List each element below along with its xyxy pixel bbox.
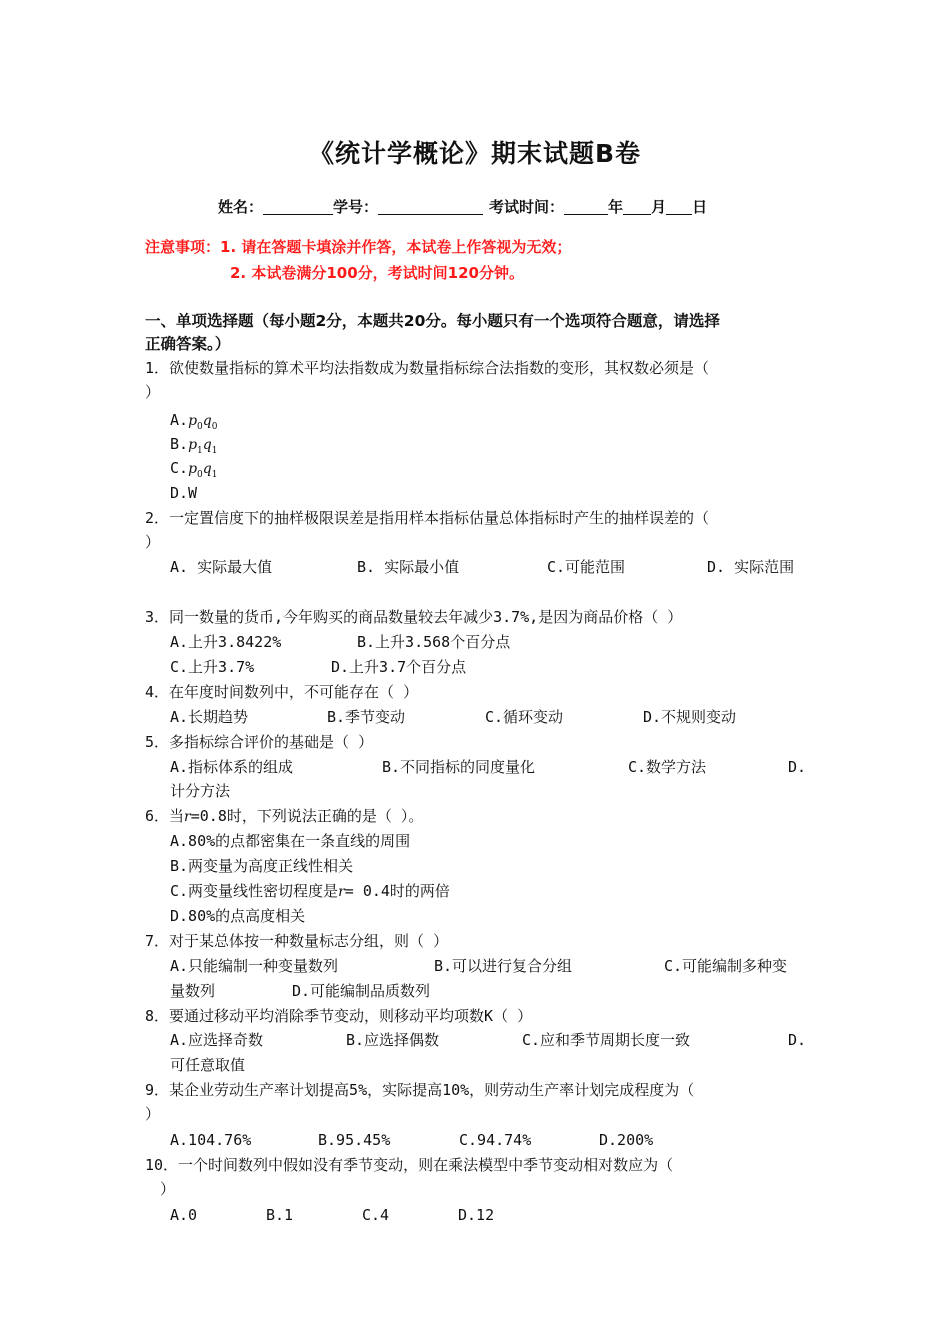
question-1-stem-cont: ） xyxy=(145,383,161,401)
month-blank xyxy=(623,198,651,215)
question-7-option-d: D.可能编制品质数列 xyxy=(292,982,431,1000)
question-8-option-d-cont: 可任意取值 xyxy=(170,1056,246,1074)
question-10-stem-cont: ） xyxy=(160,1180,176,1198)
option-b-label: B. xyxy=(170,435,189,453)
question-10-option-b: B.1 xyxy=(266,1206,294,1224)
name-label: 姓名： xyxy=(218,198,264,216)
year-label: 年 xyxy=(608,198,624,216)
exam-title: 《统计学概论》期末试题B卷 xyxy=(308,139,642,168)
q6-stem-post: =0.8时，下列说法正确的是（ ）。 xyxy=(190,807,424,825)
question-8-stem: 8．要通过移动平均消除季节变动，则移动平均项数K（ ） xyxy=(145,1007,533,1025)
question-9-option-c: C.94.74% xyxy=(459,1131,532,1149)
question-2-option-b: B. 实际最小值 xyxy=(357,558,460,576)
option-a-label: A. xyxy=(170,411,189,429)
section-heading-line-1: 一、单项选择题（每小题2分，本题共20分。每小题只有一个选项符合题意，请选择 xyxy=(145,312,720,330)
question-10-option-a: A.0 xyxy=(170,1206,198,1224)
notice-line-1: 注意事项：1. 请在答题卡填涂并作答，本试卷上作答视为无效； xyxy=(145,238,572,256)
question-1-option-a xyxy=(170,410,217,437)
question-9-option-d: D.200% xyxy=(599,1131,654,1149)
question-6-option-a: A.80%的点都密集在一条直线的周围 xyxy=(170,832,411,850)
question-5-option-b: B.不同指标的同度量化 xyxy=(382,758,536,776)
question-7-option-c-cont: 量数列 xyxy=(170,982,216,1000)
question-5-stem: 5．多指标综合评价的基础是（ ） xyxy=(145,733,374,751)
question-5-option-d: D. xyxy=(788,758,807,776)
student-info-line xyxy=(218,196,707,217)
formula-p0q1: $p_0q_1$ xyxy=(188,461,218,480)
question-9-stem: 9．某企业劳动生产率计划提高5%，实际提高10%，则劳动生产率计划完成程度为（ xyxy=(145,1081,695,1099)
question-5-option-a: A.指标体系的组成 xyxy=(170,758,294,776)
question-4-option-d: D.不规则变动 xyxy=(643,708,737,726)
variable-r: r xyxy=(338,884,345,900)
question-3-option-d: D.上升3.7个百分点 xyxy=(331,658,467,676)
exam-time-label: 考试时间： xyxy=(489,198,565,216)
question-6-stem xyxy=(145,806,423,827)
question-1-option-c xyxy=(170,458,217,485)
question-10-option-d: D.12 xyxy=(458,1206,495,1224)
question-2-stem: 2．一定置信度下的抽样极限误差是指用样本指标估量总体指标时产生的抽样误差的（ xyxy=(145,509,710,527)
question-1-stem: 1．欲使数量指标的算术平均法指数成为数量指标综合法指数的变形，其权数必须是（ xyxy=(145,359,710,377)
question-9-option-a: A.104.76% xyxy=(170,1131,252,1149)
q6-option-c-post: = 0.4时的两倍 xyxy=(344,882,450,900)
student-id-label: 学号： xyxy=(333,198,379,216)
question-3-option-a: A.上升3.8422% xyxy=(170,633,282,651)
question-4-option-c: C.循环变动 xyxy=(485,708,564,726)
option-c-label: C. xyxy=(170,459,189,477)
question-9-stem-cont: ） xyxy=(145,1105,161,1123)
day-label: 日 xyxy=(692,198,708,216)
question-6-option-b: B.两变量为高度正线性相关 xyxy=(170,857,354,875)
formula-p0q0: $p_0q_0$ xyxy=(188,413,218,432)
name-blank xyxy=(263,198,333,215)
year-blank xyxy=(564,198,608,215)
question-6-option-c xyxy=(170,881,450,902)
day-blank xyxy=(666,198,692,215)
question-10-stem: 10．一个时间数列中假如没有季节变动，则在乘法模型中季节变动相对数应为（ xyxy=(145,1156,674,1174)
question-6-option-d: D.80%的点高度相关 xyxy=(170,907,306,925)
question-4-stem: 4．在年度时间数列中，不可能存在（ ） xyxy=(145,683,419,701)
question-7-option-a: A.只能编制一种变量数列 xyxy=(170,957,339,975)
question-2-option-c: C.可能范围 xyxy=(547,558,626,576)
question-1-option-b xyxy=(170,434,217,461)
variable-r: r xyxy=(184,809,191,825)
question-8-option-a: A.应选择奇数 xyxy=(170,1031,264,1049)
question-7-stem: 7．对于某总体按一种数量标志分组，则（ ） xyxy=(145,932,449,950)
question-2-stem-cont: ） xyxy=(145,533,161,551)
question-10-option-c: C.4 xyxy=(362,1206,390,1224)
question-3-option-b: B.上升3.568个百分点 xyxy=(357,633,511,651)
question-7-option-c: C.可能编制多种变 xyxy=(664,957,788,975)
question-8-option-c: C.应和季节周期长度一致 xyxy=(522,1031,691,1049)
student-id-blank xyxy=(378,198,483,215)
question-2-option-a: A. 实际最大值 xyxy=(170,558,273,576)
q6-stem-pre: 6．当 xyxy=(145,807,185,825)
formula-p1q1: $p_1q_1$ xyxy=(188,437,218,456)
question-3-option-c: C.上升3.7% xyxy=(170,658,255,676)
question-4-option-b: B.季节变动 xyxy=(327,708,406,726)
question-4-option-a: A.长期趋势 xyxy=(170,708,249,726)
question-3-stem: 3．同一数量的货币,今年购买的商品数量较去年减少3.7%,是因为商品价格（ ） xyxy=(145,608,683,626)
question-8-option-b: B.应选择偶数 xyxy=(346,1031,440,1049)
month-label: 月 xyxy=(651,198,667,216)
notice-line-2: 2. 本试卷满分100分，考试时间120分钟。 xyxy=(230,264,524,282)
question-2-option-d: D. 实际范围 xyxy=(707,558,795,576)
question-5-option-d-cont: 计分方法 xyxy=(170,782,231,800)
question-5-option-c: C.数学方法 xyxy=(628,758,707,776)
section-heading-line-2: 正确答案。） xyxy=(145,335,231,353)
q6-option-c-pre: C.两变量线性密切程度是 xyxy=(170,882,339,900)
question-8-option-d: D. xyxy=(788,1031,807,1049)
question-9-option-b: B.95.45% xyxy=(318,1131,391,1149)
question-7-option-b: B.可以进行复合分组 xyxy=(434,957,573,975)
question-1-option-d: D.W xyxy=(170,484,198,502)
